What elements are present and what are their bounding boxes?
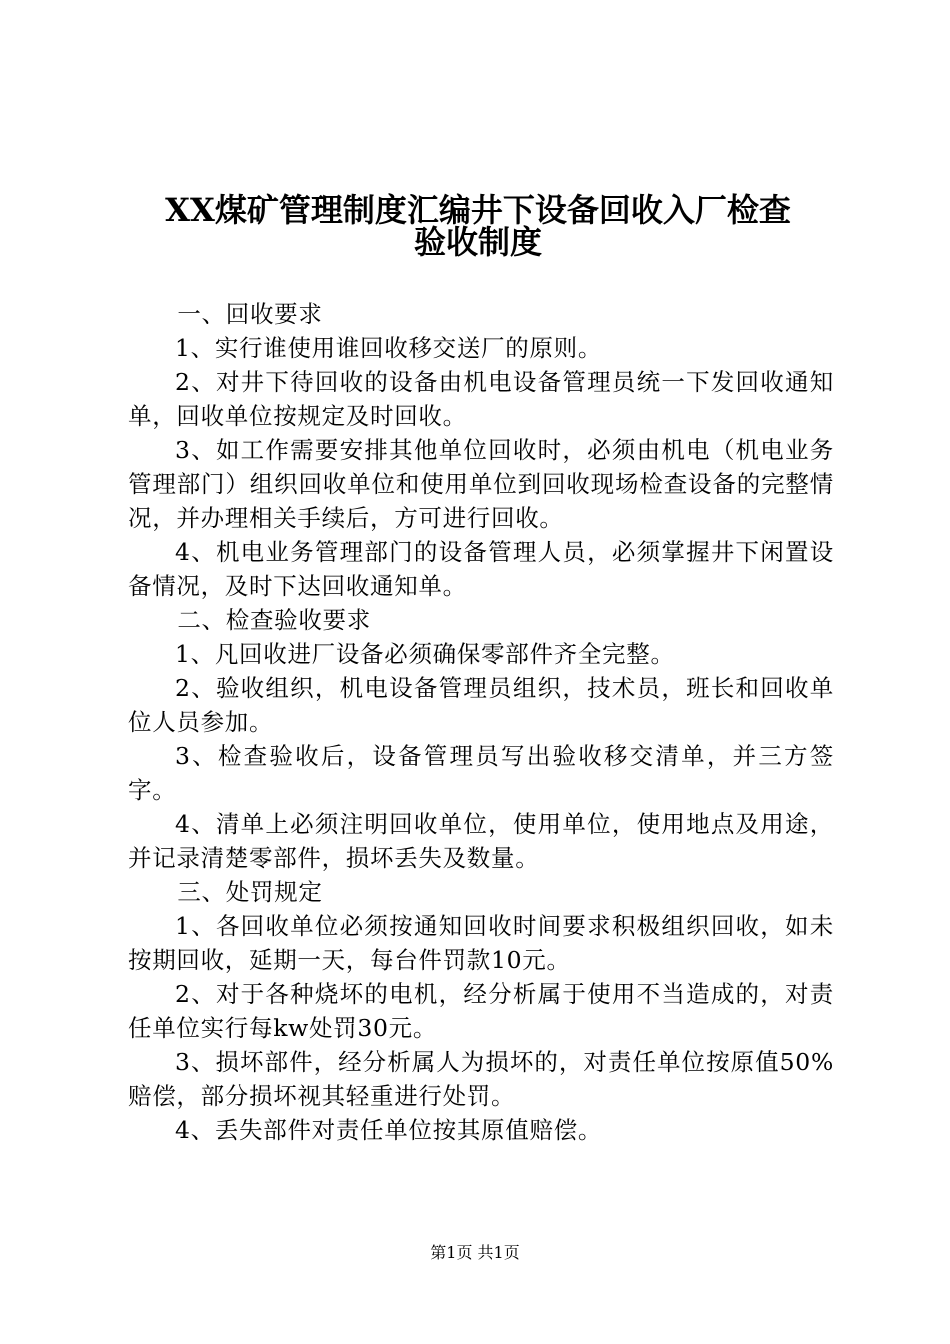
section-item: 1、凡回收进厂设备必须确保零部件齐全完整。 bbox=[175, 640, 675, 668]
section-item: 2、对井下待回收的设备由机电设备管理员统一下发回收通知单，回收单位按规定及时回收。 bbox=[128, 368, 834, 430]
section-item: 3、损坏部件，经分析属人为损坏的，对责任单位按原值50%赔偿，部分损坏视其轻重进行处罚。 bbox=[128, 1048, 834, 1110]
section-item: 4、清单上必须注明回收单位，使用单位，使用地点及用途，并记录清楚零部件，损坏丢失及数量。 bbox=[128, 810, 834, 872]
section-item: 3、检查验收后，设备管理员写出验收移交清单，并三方签字。 bbox=[128, 742, 834, 804]
section-item: 2、对于各种烧坏的电机，经分析属于使用不当造成的，对责任单位实行每kw处罚30元。 bbox=[128, 980, 834, 1042]
section-item: 4、机电业务管理部门的设备管理人员，必须掌握井下闲置设备情况，及时下达回收通知单。 bbox=[128, 538, 834, 600]
document-title-line-1: XX煤矿管理制度汇编井下设备回收入厂检查 bbox=[165, 191, 791, 229]
document-title-line-2: 验收制度 bbox=[413, 223, 542, 261]
section-heading: 一、回收要求 bbox=[177, 300, 323, 328]
page-footer: 第1页 共1页 bbox=[430, 1243, 520, 1262]
section-item: 4、丢失部件对责任单位按其原值赔偿。 bbox=[175, 1116, 603, 1144]
document-body bbox=[128, 297, 834, 1147]
section-item: 1、实行谁使用谁回收移交送厂的原则。 bbox=[175, 334, 603, 362]
section-item: 3、如工作需要安排其他单位回收时，必须由机电（机电业务管理部门）组织回收单位和使用单位到回收现场检查设备的完整情况，并办理相关手续后，方可进行回收。 bbox=[128, 436, 834, 532]
section-heading: 二、检查验收要求 bbox=[177, 606, 371, 634]
section-item: 1、各回收单位必须按通知回收时间要求积极组织回收，如未按期回收，延期一天，每台件罚款10元。 bbox=[128, 912, 834, 974]
section-heading: 三、处罚规定 bbox=[177, 878, 323, 906]
section-item: 2、验收组织，机电设备管理员组织，技术员，班长和回收单位人员参加。 bbox=[128, 674, 834, 736]
